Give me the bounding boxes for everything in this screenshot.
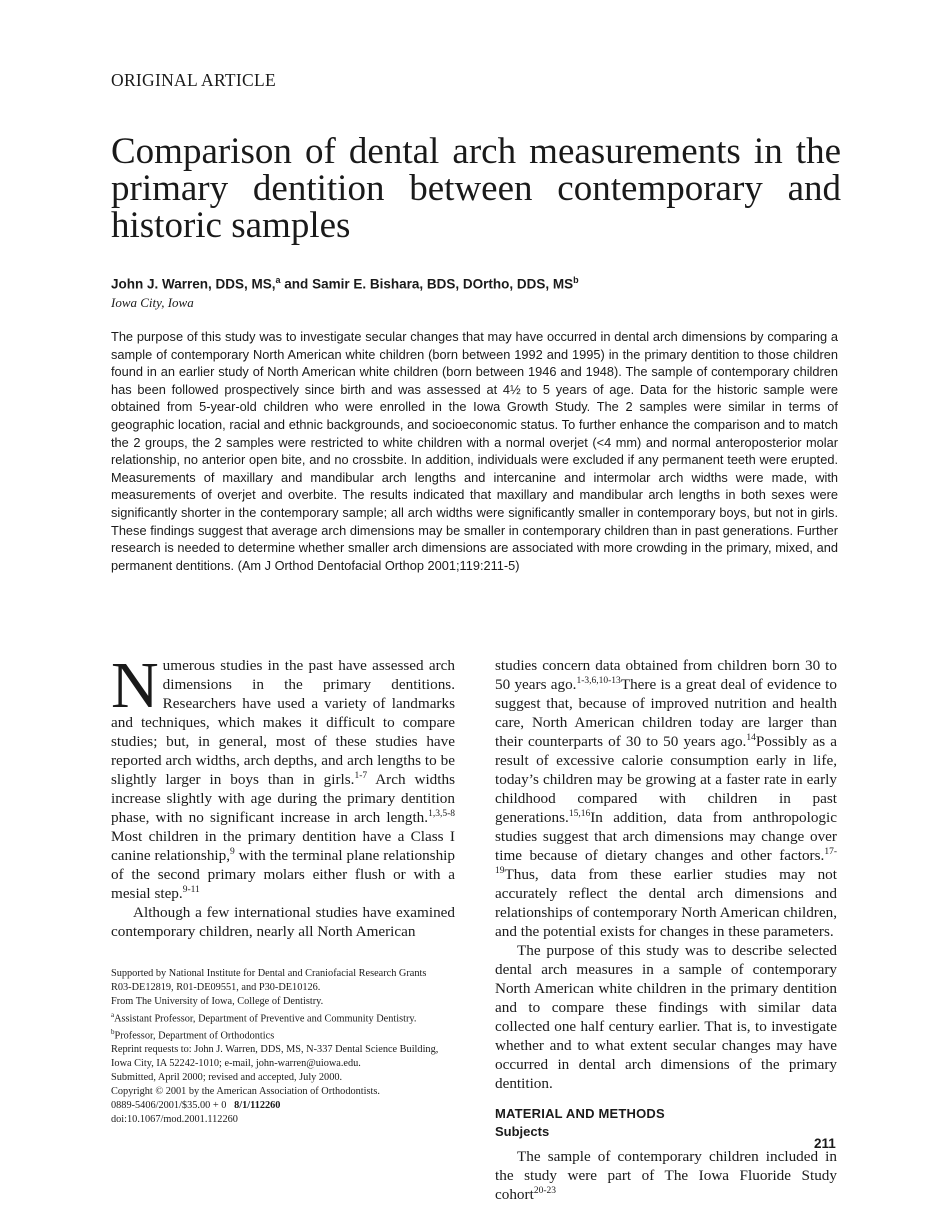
drop-cap: N bbox=[111, 649, 159, 722]
citation-ref: 1-7 bbox=[354, 770, 368, 781]
section-heading-methods: MATERIAL AND METHODS bbox=[495, 1106, 665, 1121]
author-2: Samir E. Bishara, BDS, DOrtho, DDS, MS bbox=[312, 276, 574, 292]
footnote-affil-b: $^b$Professor, Department of Orthodontics bbox=[111, 1028, 275, 1042]
citation-ref: 15,16 bbox=[568, 808, 591, 819]
citation-ref: 17-19 bbox=[495, 846, 837, 876]
footnote-institution: From The University of Iowa, College of Dentistry. bbox=[111, 995, 324, 1007]
citation-ref: 9 bbox=[230, 846, 235, 857]
footnote-reprint: Reprint requests to: John J. Warren, DDS, MS, N-337 Dental Science Building, bbox=[111, 1044, 439, 1056]
footnotes bbox=[111, 967, 461, 1127]
footnote-submitted: Submitted, April 2000; revised and accepted, July 2000. bbox=[111, 1072, 343, 1084]
body-column-right bbox=[495, 656, 837, 1204]
author-location: Iowa City, Iowa bbox=[111, 295, 194, 310]
intro-paragraph-3: The purpose of this study was to describe selected dental arch measures in a sample of contemporary North American white children in the primary dentition and to compare these findings with similar data collected one half century earlier. That is, to investigate whether and to what extent secular changes may have occurred in dental arch dimensions of the primary dentition. bbox=[495, 942, 837, 1092]
author-1: John J. Warren, DDS, MS, bbox=[111, 276, 276, 292]
citation-ref: 20-23 bbox=[533, 1185, 556, 1196]
footnote-affil-a: $^a$Assistant Professor, Department of Preventive and Community Dentistry. bbox=[111, 1010, 417, 1025]
author-1-affil-mark: a bbox=[275, 275, 281, 285]
author-joiner: and bbox=[280, 276, 313, 292]
author-2-affil-mark: b bbox=[573, 275, 579, 285]
methods-paragraph-1: The sample of contemporary children included in the study were part of The Iowa Fluoride Study cohort$^{20-23}$ bbox=[495, 1148, 837, 1203]
author-line bbox=[111, 275, 579, 292]
page-number: 211 bbox=[814, 1136, 836, 1151]
abstract: The purpose of this study was to investigate secular changes that may have occurred in dental arch dimensions by comparing a sample of contemporary North American white children (born between 1992 and 1995) in the primary dentition to those children found in an earlier study of North American white children (born between 1946 and 1948). The sample of contemporary children has been followed prospectively since birth and was assessed at 4½ to 5 years of age. Data for the historic sample were obtained from 5-year-old children who were enrolled in the Iowa Growth Study. The 2 samples were similar in terms of geographic location, racial and ethnic backgrounds, and socioeconomic status. To further enhance the comparison and to match the 2 groups, the 2 samples were restricted to white children with a normal overjet (<4 mm) and normal anteroposterior molar relationship, no anterior open bite, and no crossbite. In addition, individuals were excluded if any permanent teeth were erupted. Measurements of maxillary and mandibular arch lengths and intercanine and intermolar arch widths were made, with measurements of overjet and overbite. The results indicated that maxillary and mandibular arch lengths in both sexes were significantly shorter in the contemporary sample; all arch widths were significantly smaller in contemporary boys, but not in girls. These findings suggest that average arch dimensions may be smaller in contemporary children than in past generations. Further research is needed to determine whether smaller arch dimensions are associated with more crowding in the primary, mixed, and permanent dentitions. (Am J Orthod Dentofacial Orthop 2001;119:211-5) bbox=[111, 329, 838, 573]
section-label: ORIGINAL ARTICLE bbox=[111, 70, 276, 90]
citation-ref: 1,3,5-8 bbox=[428, 808, 455, 819]
intro-paragraph-1: Numerous studies in the past have assessed arch dimensions in the primary dentitions. Researchers have used a variety of landmarks and techniques, which makes it difficult to compare studies; but, in general, most of these studies have reported arch widths, arch depths, and arch lengths to be slightly larger in boys than in girls.$^{1-7}$ Arch widths increase slightly with age during the primary dentition phase, with no significant increase in arch length.$^{1,3,5-8}$ Most children in the primary dentition have a Class I canine relationship,$^9$ with the terminal plane relationship of the second primary molars either flush or with a mesial step.$^{9-11}$ bbox=[111, 649, 455, 902]
citation-ref: 14 bbox=[746, 732, 756, 743]
footnote-reprint-address: Iowa City, IA 52242-1010; e-mail, john-warren@uiowa.edu. bbox=[111, 1058, 361, 1070]
footnote-copyright: Copyright © 2001 by the American Association of Orthodontists. bbox=[111, 1086, 380, 1098]
footnote-support: Supported by National Institute for Dental and Craniofacial Research Grants bbox=[111, 968, 427, 979]
body-column-left bbox=[111, 649, 455, 941]
article-title: Comparison of dental arch measurements in the primary dentition between contemporary and historic samples bbox=[111, 131, 841, 246]
footnote-support-grants: R03-DE12819, R01-DE09551, and P30-DE10126. bbox=[111, 981, 321, 993]
citation-ref: 1-3,6,10-13 bbox=[576, 675, 621, 686]
subsection-heading-subjects: Subjects bbox=[495, 1124, 550, 1139]
intro-paragraph-2-continued: studies concern data obtained from children born 30 to 50 years ago.$^{1-3,6,10-13}$There is a great deal of evidence to suggest that, because of improved nutrition and health care, North American children today are larger than their counterparts of 30 to 50 years ago.$^{14}$Possibly as a result of excessive calorie consumption early in life, today’s children may be growing at a faster rate in early childhood compared with children in past generations.$^{15,16}$In addition, data from anthropologic studies suggest that arch dimensions may change over time because of dietary changes and other factors.$^{17-19}$Thus, data from these earlier studies may not accurately reflect the dental arch dimensions and relationships of contemporary North American children, and the potential exists for changes in these parameters. bbox=[495, 657, 837, 940]
footnote-doi: doi:10.1067/mod.2001.112260 bbox=[111, 1113, 238, 1125]
citation-ref: 9-11 bbox=[182, 884, 200, 895]
footnote-issn: 0889-5406/2001/$35.00 + 0 8/1/112260 bbox=[111, 1100, 281, 1111]
intro-paragraph-2-start: Although a few international studies have examined contemporary children, nearly all North American bbox=[111, 904, 455, 940]
